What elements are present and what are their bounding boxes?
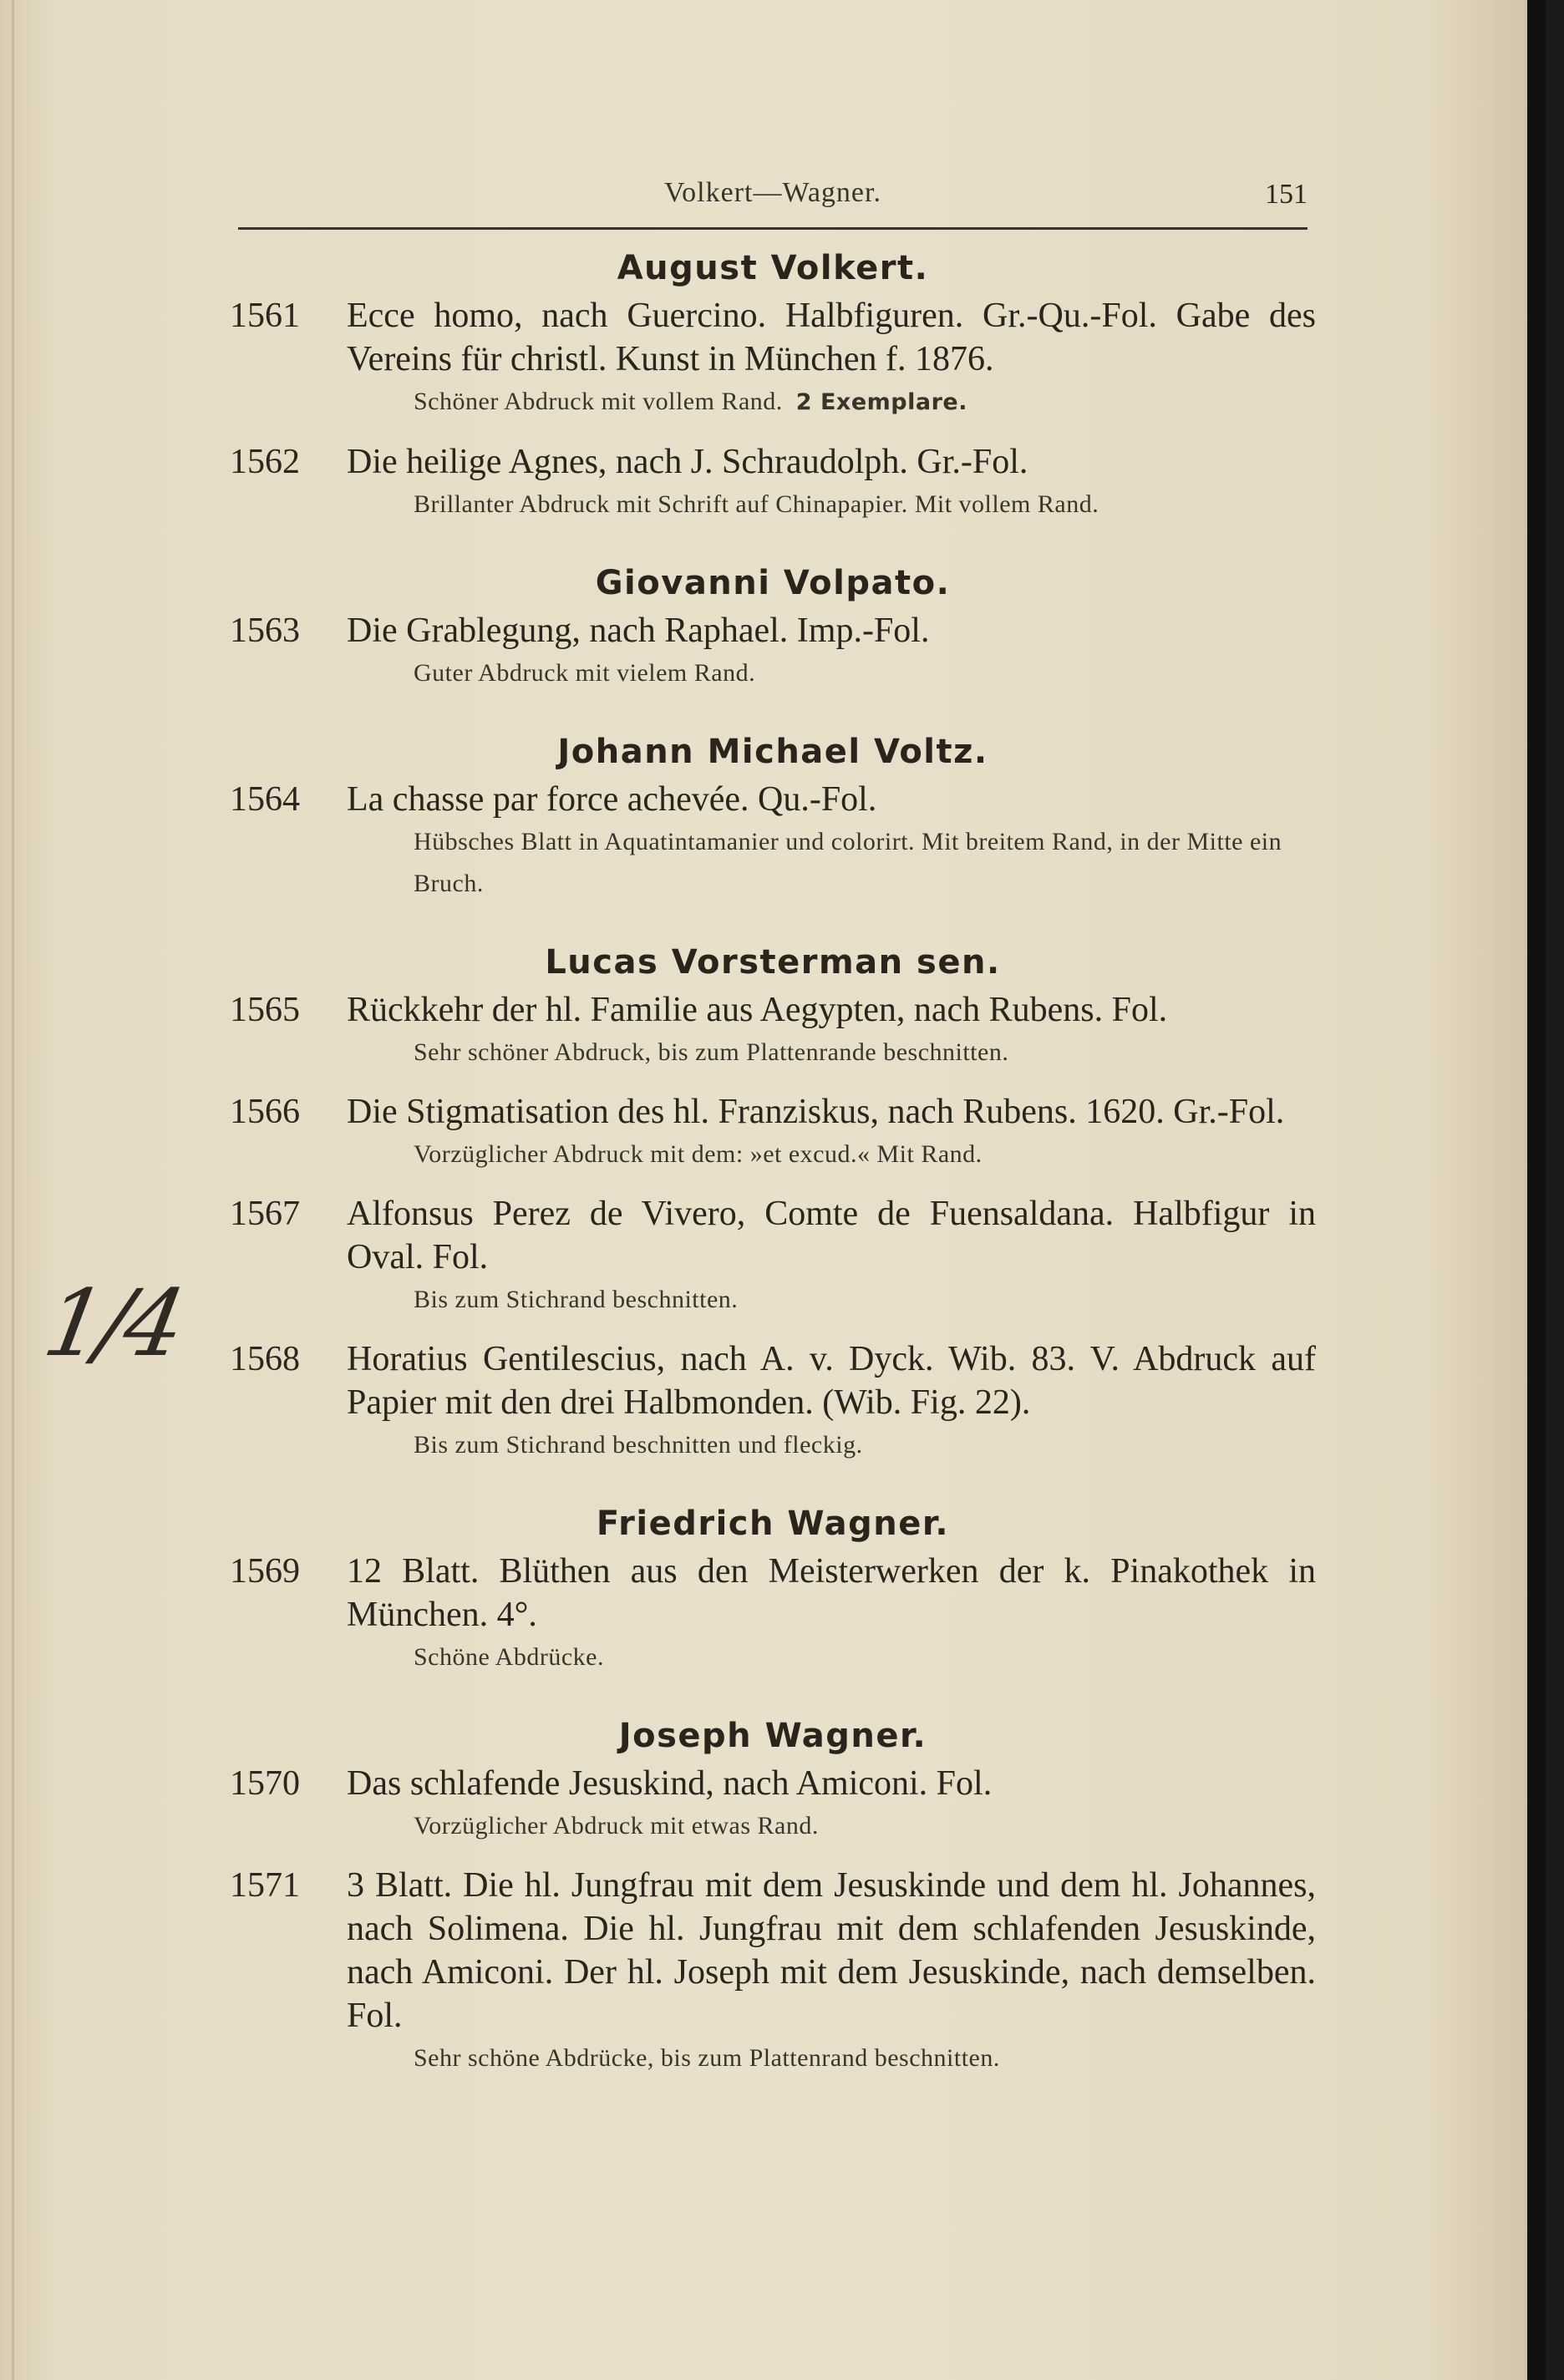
entry-description: Das schlafende Jesuskind, nach Amiconi. Fol. [347, 1764, 993, 1803]
catalog-entry [230, 1192, 1316, 1321]
artist-heading: Giovanni Volpato. [595, 564, 951, 602]
entry-note: Schöne Abdrücke. [414, 1643, 604, 1671]
entry-description: 3 Blatt. Die hl. Jungfrau mit dem Jesuskinde und dem hl. Johannes, nach Solimena. Die hl. Jungfrau mit dem schlafenden Jesuskinde, nach Amiconi. Der hl. Joseph mit dem Jesuskinde, nach demselben. Fol. [347, 1866, 1316, 2035]
catalog-entry [230, 294, 1316, 424]
artist-heading: Joseph Wagner. [618, 1717, 927, 1755]
artist-heading: Friedrich Wagner. [596, 1505, 950, 1543]
catalog-entry [230, 1090, 1316, 1175]
entry-number: 1570 [230, 1764, 300, 1803]
entry-description: Die Stigmatisation des hl. Franziskus, nach Rubens. 1620. Gr.-Fol. [347, 1093, 1285, 1131]
entry-note: Sehr schöner Abdruck, bis zum Plattenrande beschnitten. [414, 1038, 1009, 1066]
handwritten-margin-note: 1/4 [36, 1270, 189, 1377]
entry-note: Guter Abdruck mit vielem Rand. [414, 659, 756, 687]
entry-number: 1571 [230, 1866, 300, 1905]
entry-note: Vorzüglicher Abdruck mit etwas Rand. [414, 1812, 819, 1840]
artist-heading: August Volkert. [617, 249, 929, 287]
entry-note: Bis zum Stichrand beschnitten und fleckig. [414, 1431, 863, 1459]
entry-note: Brillanter Abdruck mit Schrift auf Chinapapier. Mit vollem Rand. [414, 490, 1099, 518]
catalog-entry [230, 609, 1316, 694]
catalog-entry [230, 1337, 1316, 1466]
entry-number: 1566 [230, 1093, 300, 1131]
catalog-entry [230, 1550, 1316, 1678]
catalog-entry [230, 988, 1316, 1073]
entry-description: Horatius Gentilescius, nach A. v. Dyck. Wib. 83. V. Abdruck auf Papier mit den drei Halbmonden. (Wib. Fig. 22). [347, 1340, 1316, 1422]
catalog-entry [230, 778, 1316, 905]
catalog-entry [230, 440, 1316, 525]
entry-number: 1565 [230, 991, 300, 1029]
entry-description: La chasse par force achevée. Qu.-Fol. [347, 780, 877, 819]
catalog-entry [230, 1762, 1316, 1847]
entry-note: Hübsches Blatt in Aquatintamanier und colorirt. Mit breitem Rand, in der Mitte ein Bruch. [414, 828, 1282, 897]
entry-description: Die heilige Agnes, nach J. Schraudolph. Gr.-Fol. [347, 443, 1028, 481]
catalog-entry [230, 1864, 1316, 2079]
page-number: 151 [1265, 179, 1308, 210]
entry-number: 1561 [230, 297, 300, 335]
entry-number: 1567 [230, 1195, 300, 1233]
entry-number: 1563 [230, 611, 300, 650]
entry-description: 12 Blatt. Blüthen aus den Meisterwerken der k. Pinakothek in München. 4°. [347, 1552, 1316, 1634]
header-title: Volkert—Wagner. [664, 177, 881, 208]
entry-description: Alfonsus Perez de Vivero, Comte de Fuensaldana. Halbfigur in Oval. Fol. [347, 1195, 1316, 1276]
entry-note [414, 381, 1316, 424]
page-edge [1527, 0, 1546, 2380]
entry-note: Bis zum Stichrand beschnitten. [414, 1286, 739, 1313]
catalog-content [230, 242, 1316, 2096]
entry-number: 1568 [230, 1340, 300, 1378]
entry-number: 1564 [230, 780, 300, 819]
entry-number: 1569 [230, 1552, 300, 1591]
artist-heading: Johann Michael Voltz. [557, 733, 988, 771]
running-header [238, 167, 1308, 230]
entry-note-text: Schöner Abdruck mit vollem Rand. [414, 388, 783, 415]
entry-description: Rückkehr der hl. Familie aus Aegypten, nach Rubens. Fol. [347, 991, 1168, 1029]
entry-description: Die Grablegung, nach Raphael. Imp.-Fol. [347, 611, 930, 650]
entry-note: Sehr schöne Abdrücke, bis zum Plattenrand beschnitten. [414, 2044, 1000, 2072]
entry-note-bold: 2 Exemplare. [795, 389, 967, 415]
entry-number: 1562 [230, 443, 300, 481]
artist-heading: Lucas Vorsterman sen. [545, 943, 1001, 982]
entry-note: Vorzüglicher Abdruck mit dem: »et excud.« Mit Rand. [414, 1140, 983, 1168]
entry-description: Ecce homo, nach Guercino. Halbfiguren. Gr.-Qu.-Fol. Gabe des Vereins für christl. Kunst in München f. 1876. [347, 297, 1316, 378]
